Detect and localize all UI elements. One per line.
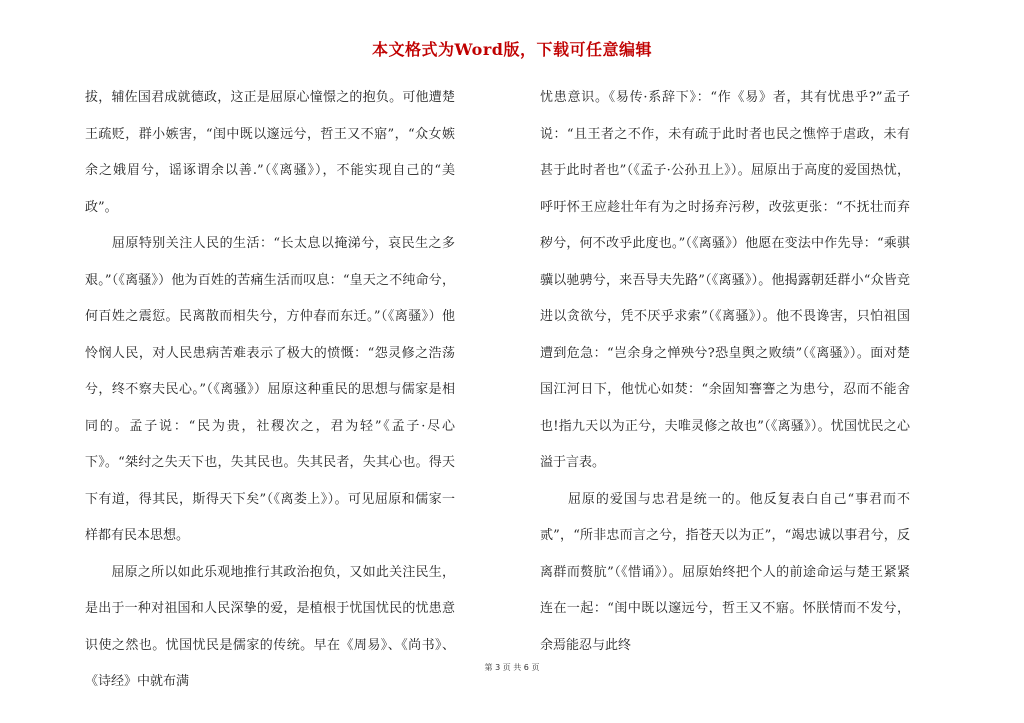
paragraph: 屈原之所以如此乐观地推行其政治抱负，又如此关注民生，是出于一种对祖国和人民深挚的爱，是植根于忧国忧民的忧患意识使之然也。忧国忧民是儒家的传统。早在《周易》、《尚书》、《诗经》中就布满 [85, 564, 455, 689]
page-number: 第 3 页 共 6 页 [484, 663, 540, 672]
right-column [540, 80, 910, 664]
paragraph: 拔，辅佐国君成就德政，这正是屈原心憧憬之的抱负。可他遭楚王疏贬，群小嫉害，“闺中既以邃远兮，哲王又不寤”，“众女嫉余之娥眉兮，谣诼谓余以善.”（《离骚》），不能实现自己的“美政”。 [85, 90, 455, 215]
document-header: 本文格式为Word版，下载可任意编辑 [372, 40, 652, 59]
left-column [85, 80, 455, 701]
paragraph: 屈原的爱国与忠君是统一的。他反复表白自己“事君而不贰”，“所非忠而言之兮，指苍天以为正”，“竭忠诚以事君兮，反离群而赘肮”（《惜诵》）。屈原始终把个人的前途命运与楚王紧紧连在一起：“闺中既以邃远兮，哲王又不寤。怀朕情而不发兮，余焉能忍与此终 [540, 491, 910, 653]
paragraph: 忧患意识。《易传·系辞下》：“作《易》者，其有忧患乎?”孟子说：“且王者之不作，未有疏于此时者也民之憔悴于虐政，未有甚于此时者也”（《孟子·公孙丑上》）。屈原出于高度的爱国热忧，呼吁怀王应趁壮年有为之时扬弃污秽，改弦更张：“不抚壮而弃秽兮，何不改乎此度也。”（《离骚》）他愿在变法中作先导：“乘骐骥以驰骋兮，来吾导夫先路”（《离骚》）。他揭露朝廷群小“众皆竞进以贪欲兮，凭不厌乎求索”（《离骚》）。他不畏谗害，只怕祖国遭到危急：“岂余身之惮殃兮?恐皇舆之败绩”（《离骚》）。面对楚国江河日下，他忧心如焚：“余固知謇謇之为患兮，忍而不能舍也!指九天以为正兮，夫唯灵修之故也”（《离骚》）。忧国忧民之心溢于言表。 [540, 90, 910, 470]
paragraph: 屈原特别关注人民的生活：“长太息以掩涕兮，哀民生之多艰。”（《离骚》）他为百姓的苦痛生活而叹息：“皇天之不纯命兮，何百姓之震愆。民离散而相失兮，方仲春而东迁。”（《离骚》）他怜悯人民，对人民患病苦难表示了极大的愤慨：“怨灵修之浩荡兮，终不察夫民心。”（《离骚》）屈原这种重民的思想与儒家是相同的。孟子说：“民为贵，社稷次之，君为轻”《孟子·尽心下》。“桀纣之失天下也，失其民也。失其民者，失其心也。得天下有道，得其民，斯得天下矣”（《离娄上》）。可见屈原和儒家一样都有民本思想。 [85, 236, 455, 543]
